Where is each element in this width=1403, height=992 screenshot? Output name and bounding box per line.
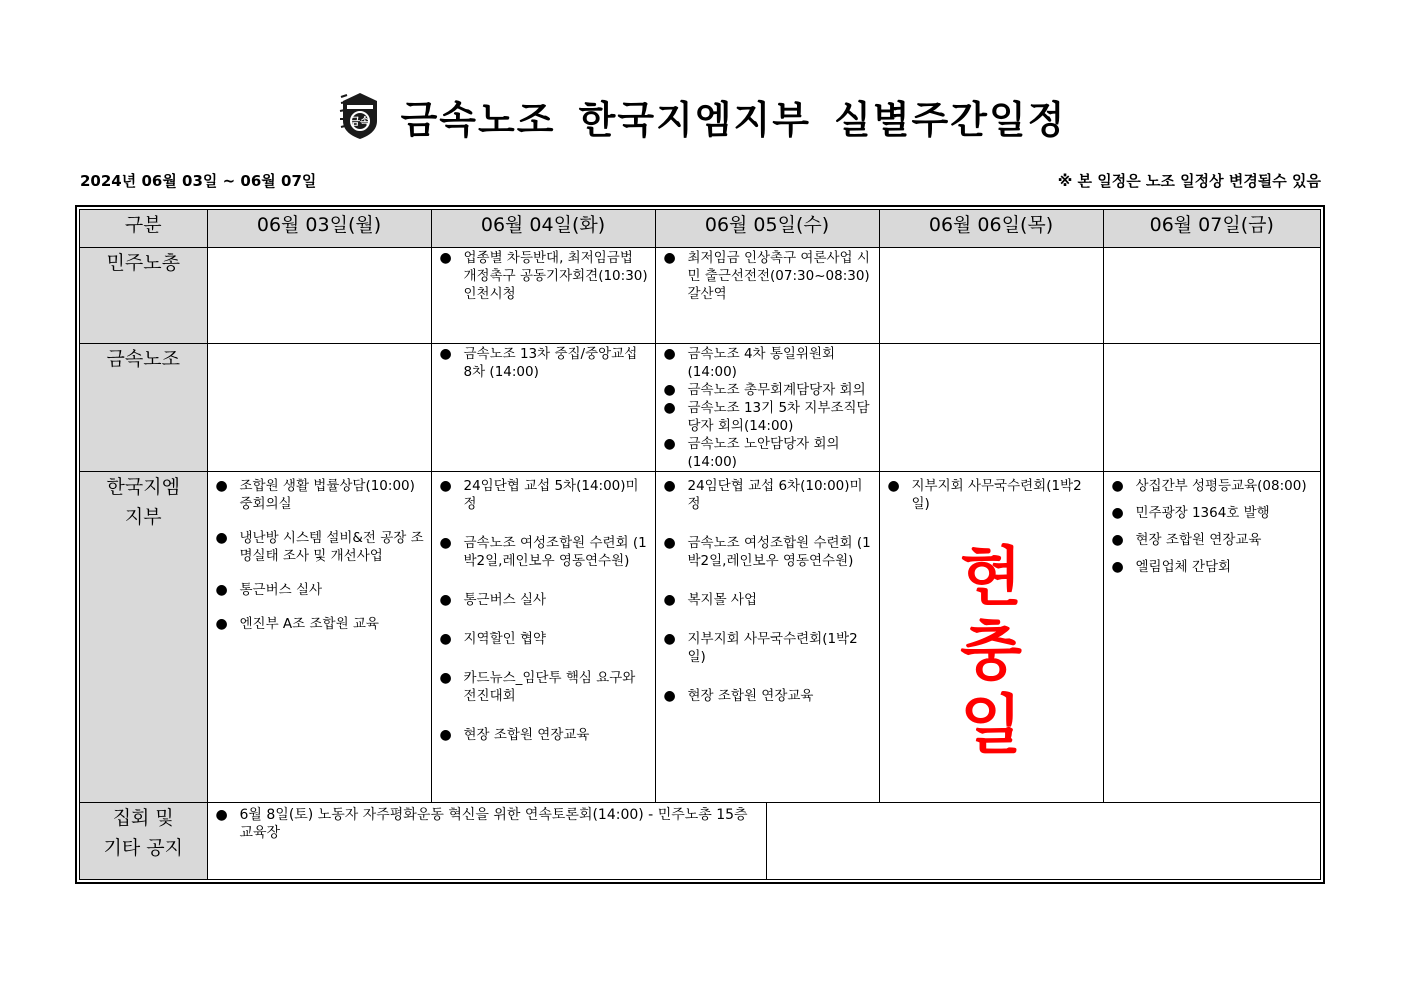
cell-notes (207, 803, 1320, 880)
list-item: ● 최저임금 인상촉구 여론사업 시민 출근선전전(07:30~08:30) 갈산역 (664, 249, 873, 303)
page-title: 금속노조 한국지엠지부 실별주간일정 (400, 97, 1067, 142)
notes-empty-cell (767, 803, 1321, 879)
union-logo-icon (337, 91, 383, 141)
row-label-notes: 집회 및 기타 공지 (80, 803, 207, 880)
list-item: ● 엔진부 A조 조합원 교육 (216, 615, 425, 633)
row-label-kmwu: 금속노조 (80, 344, 207, 472)
list-item: ● 지역할인 협약 (440, 630, 649, 648)
list-item: ● 6월 8일(토) 노동자 자주평화운동 혁신을 위한 연속토론회(14:00) - 민주노총 15층 교육장 (216, 806, 760, 842)
cell-kmwu-fri (1103, 344, 1320, 472)
cell-kmwu-thu (879, 344, 1103, 472)
list-item: ● 복지몰 사업 (664, 591, 873, 609)
table-row (80, 472, 1320, 803)
day-header-fri: 06월 07일(금) (1103, 210, 1320, 248)
list-item: ● 금속노조 13기 5차 지부조직담당자 회의(14:00) (664, 399, 873, 435)
list-item: ● 24임단협 교섭 5차(14:00)미정 (440, 477, 649, 513)
day-header-tue: 06월 04일(화) (431, 210, 655, 248)
cell-gmk-thu (879, 472, 1103, 803)
list-item: ● 업종별 차등반대, 최저임금법 개정촉구 공동기자회견(10:30) 인천시청 (440, 249, 649, 303)
list-item: ● 냉난방 시스템 설비&전 공장 조명실태 조사 및 개선사업 (216, 529, 425, 565)
header-row (80, 210, 1320, 248)
cell-kctu-thu (879, 248, 1103, 344)
list-item: ● 지부지회 사무국수련회(1박2일) (888, 477, 1097, 513)
list-item: ● 금속노조 노안담당자 회의(14:00) (664, 435, 873, 471)
table-row (80, 803, 1320, 880)
day-header-thu: 06월 06일(목) (879, 210, 1103, 248)
list-item: ● 현장 조합원 연장교육 (664, 687, 873, 705)
holiday-label: 현 충 일 (960, 541, 1022, 763)
cell-kctu-tue (431, 248, 655, 344)
cell-gmk-mon (207, 472, 431, 803)
cell-gmk-fri (1103, 472, 1320, 803)
list-item: ● 통근버스 실사 (216, 581, 425, 599)
list-item: ● 금속노조 13차 중집/중앙교섭 8차 (14:00) (440, 345, 649, 381)
list-item: ● 민주광장 1364호 발행 (1112, 504, 1315, 522)
cell-kctu-mon (207, 248, 431, 344)
list-item: ● 상집간부 성평등교육(08:00) (1112, 477, 1315, 495)
list-item: ● 조합원 생활 법률상담(10:00)중회의실 (216, 477, 425, 513)
list-item: ● 지부지회 사무국수련회(1박2일) (664, 630, 873, 666)
list-item: ● 금속노조 총무회계담당자 회의 (664, 381, 873, 399)
list-item: ● 엘림업체 간담회 (1112, 558, 1315, 576)
cell-kmwu-mon (207, 344, 431, 472)
day-header-wed: 06월 05일(수) (655, 210, 879, 248)
list-item: ● 금속노조 여성조합원 수련회 (1박2일,레인보우 영동연수원) (440, 534, 649, 570)
list-item: ● 24임단협 교섭 6차(10:00)미정 (664, 477, 873, 513)
cell-gmk-wed (655, 472, 879, 803)
table-row (80, 248, 1320, 344)
schedule-table (80, 210, 1320, 879)
schedule-frame (75, 205, 1325, 884)
cell-gmk-tue (431, 472, 655, 803)
list-item: ● 금속노조 여성조합원 수련회 (1박2일,레인보우 영동연수원) (664, 534, 873, 570)
category-header: 구분 (80, 210, 207, 248)
cell-kctu-wed (655, 248, 879, 344)
logo-text: 금속 (349, 117, 370, 128)
list-item: ● 현장 조합원 연장교육 (440, 726, 649, 744)
change-notice: ※ 본 일정은 노조 일정상 변경될수 있음 (1057, 172, 1321, 190)
list-item: ● 금속노조 4차 통일위원회(14:00) (664, 345, 873, 381)
day-header-mon: 06월 03일(월) (207, 210, 431, 248)
cell-kmwu-tue (431, 344, 655, 472)
cell-kmwu-wed (655, 344, 879, 472)
cell-kctu-fri (1103, 248, 1320, 344)
list-item: ● 현장 조합원 연장교육 (1112, 531, 1315, 549)
schedule-period: 2024년 06월 03일 ~ 06월 07일 (80, 172, 317, 190)
title-row (0, 88, 1403, 144)
list-item: ● 통근버스 실사 (440, 591, 649, 609)
table-row (80, 344, 1320, 472)
row-label-kctu: 민주노총 (80, 248, 207, 344)
list-item: ● 카드뉴스_임단투 핵심 요구와 전진대회 (440, 669, 649, 705)
row-label-gmk: 한국지엠 지부 (80, 472, 207, 803)
